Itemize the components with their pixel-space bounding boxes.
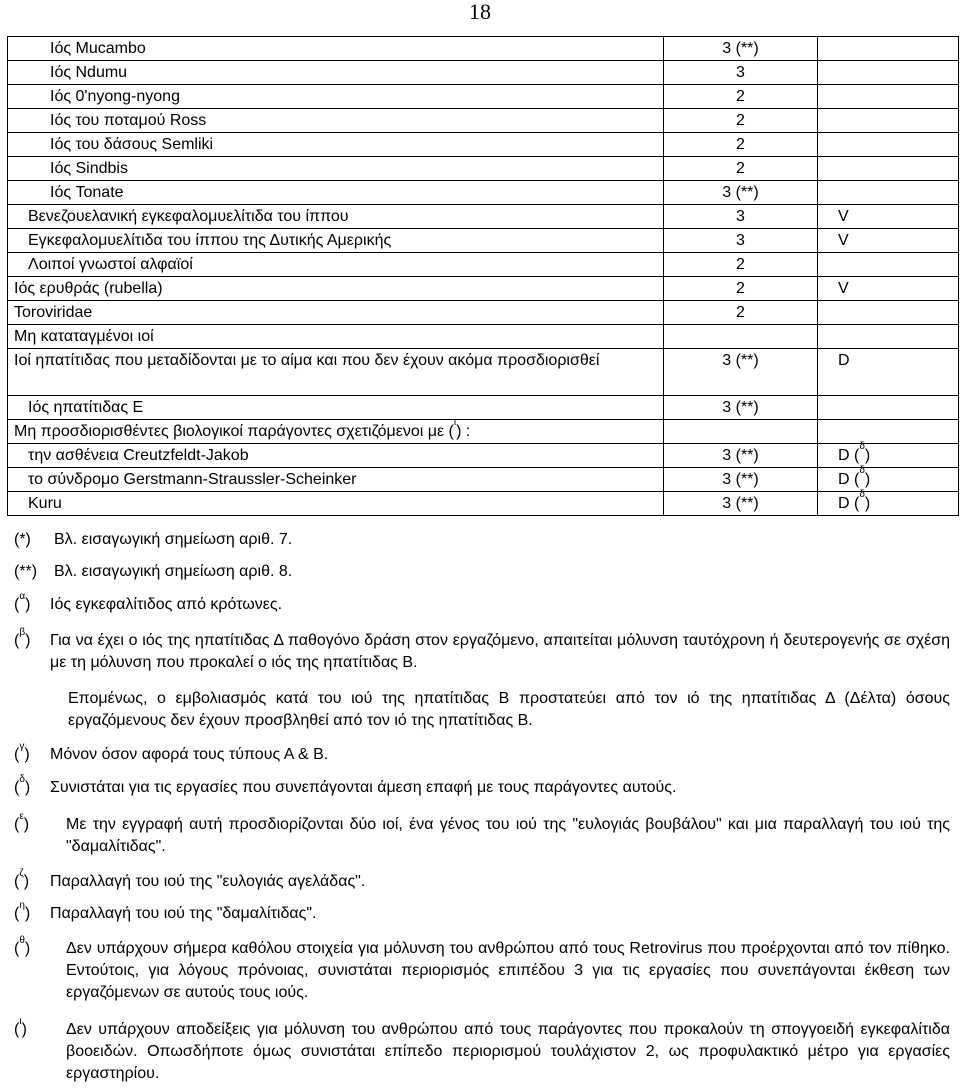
table-row xyxy=(8,229,959,253)
risk-group: 3 xyxy=(664,61,818,85)
agent-name: Ιός του δάσους Semliki xyxy=(8,133,664,157)
footnote-text: Βλ. εισαγωγική σημείωση αριθ. 7. xyxy=(54,531,293,548)
footnote-text: Δεν υπάρχουν σήμερα καθόλου στοιχεία για μόλυνση του ανθρώπου από τους Retrovirus που προέρχονται από τον πίθηκο. Εντούτοις, για λόγους πρόνοιας, συνιστάται περιορισμός επιπέδου 3 για τις εργασίες που συνεπάγονται έκθεση των εργαζόμενων σε αυτούς τους ιούς. xyxy=(66,940,950,1001)
risk-group: 3 (**) xyxy=(664,181,818,205)
table-row xyxy=(8,157,959,181)
agent-note xyxy=(818,181,959,205)
agent-note xyxy=(818,61,959,85)
footnote xyxy=(14,688,950,732)
agent-name: Μη καταταγμένοι ιοί xyxy=(8,325,664,349)
table-row xyxy=(8,61,959,85)
agent-note: D ($^\delta$) xyxy=(818,444,959,468)
table-row xyxy=(8,277,959,301)
table-row xyxy=(8,205,959,229)
footnote xyxy=(14,561,950,583)
footnote-text: Παραλλαγή του ιού της "δαμαλίτιδας". xyxy=(50,905,317,922)
agent-name: Ιός Ndumu xyxy=(8,61,664,85)
table-row xyxy=(8,181,959,205)
agent-note: V xyxy=(818,205,959,229)
risk-group: 3 xyxy=(664,205,818,229)
table-row xyxy=(8,492,959,516)
footnote xyxy=(14,811,950,858)
footnote-mark: ($^\beta$) xyxy=(14,627,31,649)
footnote xyxy=(14,774,950,799)
agent-note xyxy=(818,85,959,109)
agent-name: Ιός ερυθράς (rubella) xyxy=(8,277,664,301)
agent-name: Ιοί ηπατίτιδας που μεταδίδονται με το αίμα και που δεν έχουν ακόμα προσδιορισθεί xyxy=(8,349,664,396)
agent-name: Ιός 0'nyong-nyong xyxy=(8,85,664,109)
footnote-text: Παραλλαγή του ιού της "ευλογιάς αγελάδας". xyxy=(50,873,366,890)
agent-note xyxy=(818,109,959,133)
footnote-mark: ($^\eta$) xyxy=(14,900,31,922)
agent-name: Ιός Tonate xyxy=(8,181,664,205)
footnote-mark: ($^\gamma$) xyxy=(14,741,30,763)
risk-group: 3 (**) xyxy=(664,349,818,396)
agent-name: Ιός Sindbis xyxy=(8,157,664,181)
agent-note xyxy=(818,396,959,420)
agent-name: την ασθένεια Creutzfeldt-Jakob xyxy=(8,444,664,468)
table-row xyxy=(8,37,959,61)
risk-group: 3 xyxy=(664,229,818,253)
agent-name: Toroviridae xyxy=(8,301,664,325)
footnote-text-continued: Επομένως, ο εμβολιασμός κατά του ιού της ηπατίτιδας Β προστατεύει από τον ιό της ηπατίτιδας Δ (Δέλτα) όσους εργαζόμενους δεν έχουν προσβληθεί από τον ιό της ηπατίτιδας Β. xyxy=(68,690,950,729)
agent-name: Λοιποί γνωστοί αλφαϊοί xyxy=(8,253,664,277)
risk-group: 3 (**) xyxy=(664,492,818,516)
agent-note: V xyxy=(818,229,959,253)
footnote-mark: ($^\alpha$) xyxy=(14,591,31,613)
table-row xyxy=(8,444,959,468)
agent-name: Βενεζουελανική εγκεφαλομυελίτιδα του ίππου xyxy=(8,205,664,229)
footnote xyxy=(14,900,950,925)
agent-note: V xyxy=(818,277,959,301)
footnote xyxy=(14,935,950,1004)
agent-name: Εγκεφαλομυελίτιδα του ίππου της Δυτικής Αμερικής xyxy=(8,229,664,253)
footnote-mark: ($^\theta$) xyxy=(14,935,31,957)
footnote xyxy=(14,741,950,766)
risk-group: 2 xyxy=(664,253,818,277)
footnote xyxy=(14,868,950,893)
agent-name: Kuru xyxy=(8,492,664,516)
risk-group: 3 (**) xyxy=(664,37,818,61)
agent-name: Ιός του ποταμού Ross xyxy=(8,109,664,133)
footnote-text: Δεν υπάρχουν αποδείξεις για μόλυνση του ανθρώπου από τους παράγοντες που προκαλούν τη σπογγοειδή εγκεφαλίτιδα βοοειδών. Οπωσδήποτε όμως συνιστάται επίπεδο περιορισμού τουλάχιστον 2, ως προφυλακτικό μέτρο για εργασίες εργαστηρίου. xyxy=(66,1021,950,1082)
footnote-mark: (*) xyxy=(14,531,31,548)
table-row xyxy=(8,133,959,157)
footnote-text: Βλ. εισαγωγική σημείωση αριθ. 8. xyxy=(54,563,293,580)
footnote xyxy=(14,529,950,551)
footnote-mark: ($^\zeta$) xyxy=(14,868,30,890)
table-row xyxy=(8,325,959,349)
agent-name: Μη προσδιορισθέντες βιολογικοί παράγοντες σχετιζόμενοι με ($^\iota$) : xyxy=(8,420,664,444)
agent-note xyxy=(818,253,959,277)
risk-group: 3 (**) xyxy=(664,468,818,492)
table-row xyxy=(8,109,959,133)
agent-note: D ($^\delta$) xyxy=(818,468,959,492)
footnote-text: Συνιστάται για τις εργασίες που συνεπάγονται άμεση επαφή με τους παράγοντες αυτούς. xyxy=(50,779,677,796)
footnote-mark: ($^\iota$) xyxy=(14,1016,27,1038)
table-row xyxy=(8,396,959,420)
risk-group: 2 xyxy=(664,109,818,133)
risk-group: 3 (**) xyxy=(664,396,818,420)
footnote-mark: ($^\delta$) xyxy=(14,774,31,796)
agent-note: D xyxy=(818,349,959,396)
risk-group: 2 xyxy=(664,301,818,325)
risk-group: 2 xyxy=(664,157,818,181)
page-number: 18 xyxy=(469,0,491,24)
footnote-mark: (**) xyxy=(14,563,38,580)
table-row xyxy=(8,301,959,325)
agent-note xyxy=(818,301,959,325)
agent-name: Ιός ηπατίτιδας Ε xyxy=(8,396,664,420)
footnote-text: Για να έχει ο ιός της ηπατίτιδας Δ παθογόνο δράση στον εργαζόμενο, απαιτείται μόλυνση ταυτόχρονη ή δευτερογενής σε σχέση με τη μόλυνση που προκαλεί ο ιός της ηπατίτιδας Β. xyxy=(50,632,950,671)
table-row xyxy=(8,468,959,492)
risk-group: 2 xyxy=(664,133,818,157)
agent-note xyxy=(818,420,959,444)
footnote-mark: ($^\varepsilon$) xyxy=(14,811,30,833)
table-row xyxy=(8,85,959,109)
agent-note: D ($^\delta$) xyxy=(818,492,959,516)
agent-name: Ιός Mucambo xyxy=(8,37,664,61)
table-row xyxy=(8,349,959,396)
agent-note xyxy=(818,157,959,181)
risk-group xyxy=(664,420,818,444)
footnote xyxy=(14,627,950,674)
agent-note xyxy=(818,133,959,157)
agent-note xyxy=(818,37,959,61)
risk-group: 2 xyxy=(664,277,818,301)
footnote-text: Ιός εγκεφαλίτιδος από κρότωνες. xyxy=(50,596,283,613)
table-row xyxy=(8,253,959,277)
agent-note xyxy=(818,325,959,349)
risk-group: 2 xyxy=(664,85,818,109)
risk-group xyxy=(664,325,818,349)
table-row xyxy=(8,420,959,444)
footnote-text: Με την εγγραφή αυτή προσδιορίζονται δύο ιοί, ένα γένος του ιού της "ευλογιάς βουβάλου" και μια παραλλαγή του ιού της "δαμαλίτιδας". xyxy=(66,816,950,855)
agent-name: το σύνδρομο Gerstmann-Straussler-Scheinker xyxy=(8,468,664,492)
risk-group: 3 (**) xyxy=(664,444,818,468)
footnote xyxy=(14,591,950,616)
footnote-text: Μόνον όσον αφορά τους τύπους Α & Β. xyxy=(50,746,329,763)
footnote xyxy=(14,1016,950,1085)
biological-agents-table xyxy=(7,36,959,516)
